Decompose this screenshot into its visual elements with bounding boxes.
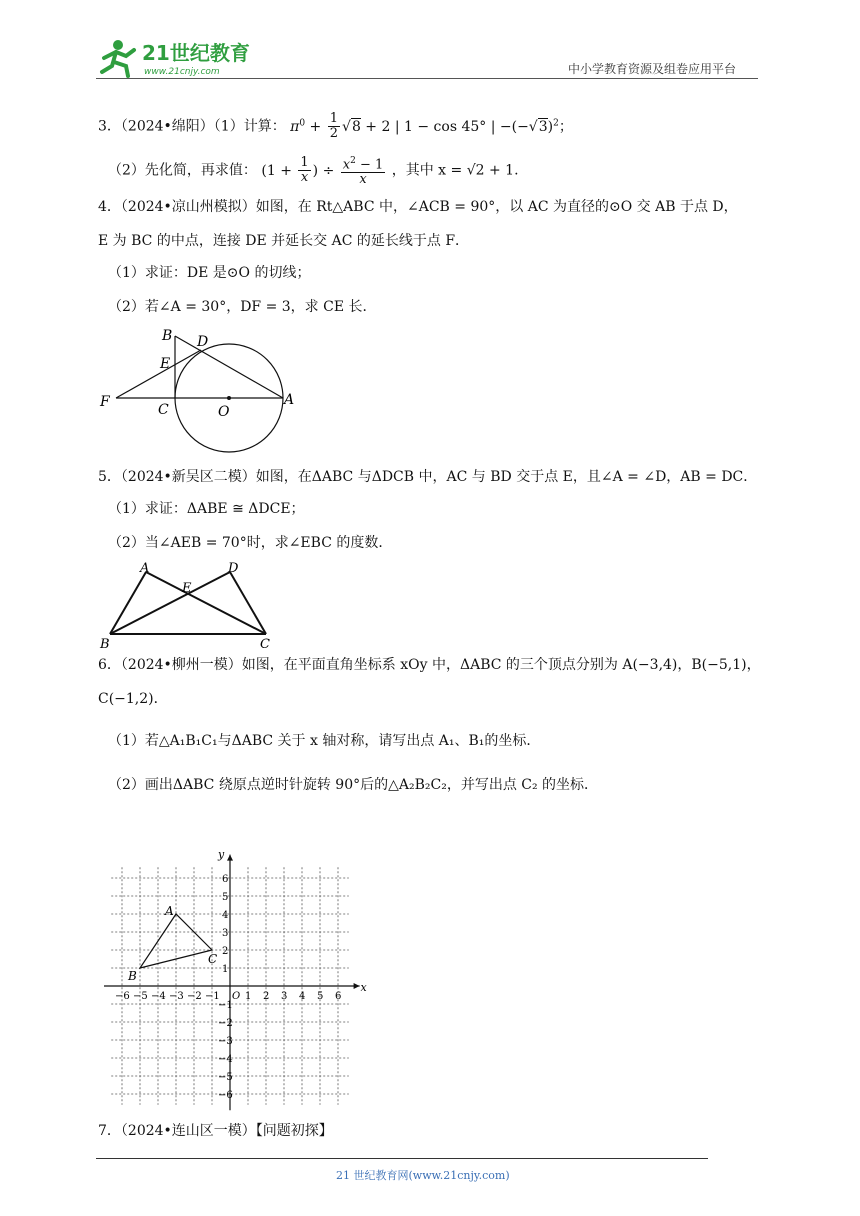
x-axis-arrow xyxy=(354,983,360,989)
q5-line3: （2）当∠AEB = 70°时，求∠EBC 的度数． xyxy=(108,535,393,551)
x-tick-label: 2 xyxy=(263,991,270,1002)
x-tick-label: −4 xyxy=(151,991,166,1002)
y-tick-label: −4 xyxy=(218,1054,233,1065)
y-tick-label: 1 xyxy=(222,964,229,975)
footer-rule xyxy=(96,1158,708,1159)
point-label-b: B xyxy=(128,969,137,983)
logo-title: 21世纪教育 xyxy=(142,41,250,65)
q5-label-b: B xyxy=(100,637,110,652)
q4-figure xyxy=(96,324,316,456)
q3-part2-prefix: （2）先化简，再求值： xyxy=(108,162,257,179)
y-tick-label: 6 xyxy=(222,874,229,885)
q3-line2 xyxy=(108,154,519,187)
logo-url: www.21cnjy.com xyxy=(144,67,220,77)
q4-label-a: A xyxy=(284,392,295,408)
header-rule xyxy=(96,78,758,79)
x-tick-label: 4 xyxy=(299,991,306,1002)
q4-label-e: E xyxy=(160,356,171,372)
q3-line1 xyxy=(98,112,573,141)
q7-line1: 7．（2024•连山区一模）【问题初探】 xyxy=(98,1123,333,1139)
q5-label-a: A xyxy=(140,561,150,576)
q4-center-dot xyxy=(227,396,231,400)
q3-part2-mid: ，其中 xyxy=(391,162,434,179)
x-tick-label: −3 xyxy=(169,991,184,1002)
y-tick-label: 5 xyxy=(222,892,229,903)
q3-expression: $\pi^0$ + $\frac{1}{2}$ √8 + 2 | 1 − cos 45° | $-(-√3)^2$； xyxy=(290,111,573,141)
footer-text: 21 世纪教育网(www.21cnjy.com) xyxy=(336,1169,510,1182)
q3-part2-end: . xyxy=(514,162,519,179)
q6-coordinate-grid xyxy=(96,838,366,1110)
q4-label-f: F xyxy=(100,394,110,410)
q4-line3: （1）求证：DE 是⊙O 的切线； xyxy=(108,265,311,281)
x-tick-label: −6 xyxy=(115,991,130,1002)
x-tick-label: 1 xyxy=(245,991,252,1002)
q4-line1: 4．（2024•凉山州模拟）如图，在 Rt△ABC 中，∠ACB = 90°，以 AC 为直径的⊙O 交 AB 于点 D， xyxy=(98,199,738,215)
point-label-a: A xyxy=(165,904,174,918)
y-tick-label: −3 xyxy=(218,1036,233,1047)
header-platform-text: 中小学教育资源及组卷应用平台 xyxy=(568,62,737,76)
x-tick-label: 6 xyxy=(335,991,342,1002)
y-tick-label: −1 xyxy=(218,1000,233,1011)
q5-line1: 5．（2024•新吴区二模）如图，在ΔABC 与ΔDCB 中，AC 与 BD 交于点 E，且∠A = ∠D，AB = DC． xyxy=(98,469,758,485)
y-axis-label: y xyxy=(218,848,225,862)
x-tick-label: −5 xyxy=(133,991,148,1002)
q6-line2: C(−1,2)． xyxy=(98,691,168,707)
q5-line2: （1）求证：ΔABE ≅ ΔDCE； xyxy=(108,501,305,517)
q4-label-d: D xyxy=(197,334,209,350)
q6-line1: 6．（2024•柳州一模）如图，在平面直角坐标系 xOy 中，ΔABC 的三个顶点分别为 A(−3,4)，B(−5,1)， xyxy=(98,657,761,673)
q3-prefix: 3．（2024•绵阳）（1）计算： xyxy=(98,118,286,135)
y-tick-label: 2 xyxy=(222,946,229,957)
q4-segment-ba xyxy=(175,336,283,398)
y-axis-arrow xyxy=(227,855,233,861)
q3-part2-expression: (1 + $\frac{1}{x}$ ) ÷ $\frac{x^2 - 1}{x}$ xyxy=(261,155,384,188)
q3-part2-condition: x = √2 + 1 xyxy=(438,162,515,179)
point-label-c: C xyxy=(208,952,218,966)
q4-label-o: O xyxy=(218,404,230,420)
x-tick-label: 5 xyxy=(317,991,324,1002)
q4-line4: （2）若∠A = 30°，DF = 3，求 CE 长． xyxy=(108,299,377,315)
y-tick-label: 4 xyxy=(222,910,229,921)
site-logo xyxy=(96,36,266,78)
x-tick-label: −1 xyxy=(205,991,220,1002)
q5-figure xyxy=(96,558,286,650)
origin-label: O xyxy=(232,991,241,1002)
q4-label-b: B xyxy=(162,328,173,344)
q6-line4: （2）画出ΔABC 绕原点逆时针旋转 90°后的△A₂B₂C₂，并写出点 C₂ 的坐标． xyxy=(108,777,599,793)
q5-label-e: E xyxy=(182,581,192,596)
q4-line2: E 为 BC 的中点，连接 DE 并延长交 AC 的延长线于点 F． xyxy=(98,233,470,249)
x-tick-label: 3 xyxy=(281,991,288,1002)
x-axis-label: x xyxy=(360,981,367,994)
q5-label-c: C xyxy=(260,637,270,652)
y-tick-label: −2 xyxy=(218,1018,233,1029)
y-tick-label: −6 xyxy=(218,1090,233,1101)
q4-segment-fd xyxy=(116,350,201,398)
y-tick-label: −5 xyxy=(218,1072,233,1083)
q6-line3: （1）若△A₁B₁C₁与ΔABC 关于 x 轴对称，请写出点 A₁、B₁的坐标． xyxy=(108,733,541,749)
y-tick-label: 3 xyxy=(222,928,229,939)
runner-icon xyxy=(102,40,134,76)
q5-label-d: D xyxy=(228,561,239,576)
q4-label-c: C xyxy=(158,402,169,418)
x-tick-label: −2 xyxy=(187,991,202,1002)
